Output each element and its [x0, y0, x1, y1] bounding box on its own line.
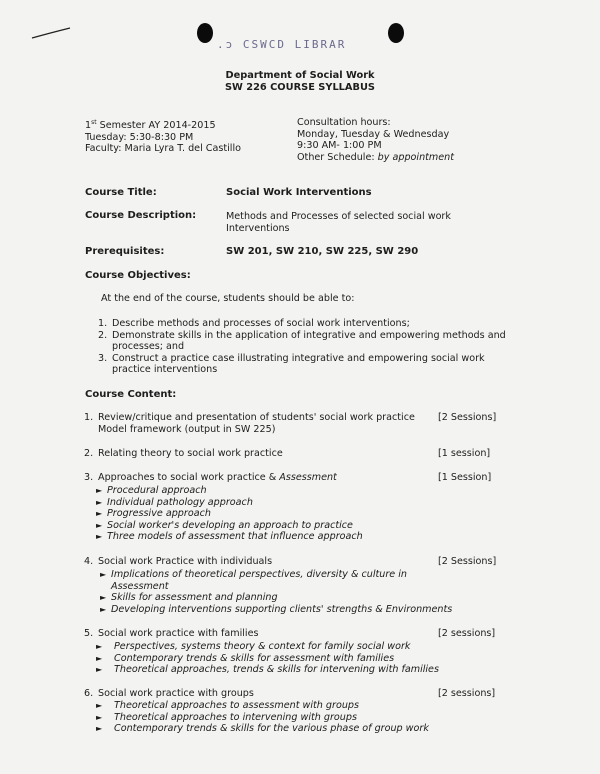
sub-item: ► Social worker's developing an approach to practice — [96, 519, 353, 531]
sessions-label: [1 Session] — [438, 472, 492, 483]
sub-item: ► Theoretical approaches to intervening with groups — [96, 711, 357, 723]
bullet-icon: ► — [96, 653, 103, 663]
content-item: 6. Social work practice with groups — [84, 688, 254, 699]
bullet-icon: ► — [96, 509, 103, 519]
faculty-line: Faculty: Maria Lyra T. del Castillo — [85, 143, 241, 155]
sub-list — [96, 485, 496, 543]
bullet-icon: ► — [96, 665, 103, 675]
content-item: 5. Social work practice with families — [84, 628, 259, 639]
consultation-time: 9:30 AM- 1:00 PM — [297, 140, 382, 151]
bullet-icon: ► — [96, 712, 103, 722]
sub-item: ► Procedural approach — [96, 485, 207, 496]
bullet-icon: ► — [96, 497, 103, 507]
bullet-icon: ► — [96, 486, 103, 495]
bullet-icon: ► — [96, 724, 103, 734]
info-right — [297, 117, 517, 163]
sub-item: ► Implications of theoretical perspectives, diversity & culture in — [100, 569, 408, 580]
course-title-label: Course Title: — [85, 187, 157, 198]
sub-item: ► Theoretical approaches to assessment with groups — [96, 700, 359, 711]
course-syllabus-title: SW 226 COURSE SYLLABUS — [224, 82, 375, 93]
sub-list — [100, 569, 500, 615]
sub-item: ► Three models of assessment that influence approach — [96, 531, 363, 543]
objective-item: 2. Demonstrate skills in the application of integrative and empowering methods and processes; and — [98, 329, 506, 352]
consultation-days: Monday, Tuesday & Wednesday — [297, 128, 450, 140]
sub-item: ► Individual pathology approach — [96, 496, 253, 508]
objectives-list — [98, 318, 528, 376]
schedule-line: Tuesday: 5:30-8:30 PM — [85, 131, 194, 143]
semester-line: 1st Semester AY 2014-2015 — [85, 119, 216, 132]
library-stamp: .ɔ CSWCD LIBRAR — [217, 38, 347, 51]
bullet-icon: ► — [96, 520, 103, 530]
objectives-heading: Course Objectives: — [85, 270, 191, 281]
course-description-value: Methods and Processes of selected social work Interventions — [226, 211, 451, 234]
course-description-label: Course Description: — [85, 210, 197, 221]
sub-item: ► Theoretical approaches, trends & skills for intervening with families — [96, 664, 439, 676]
bullet-icon: ► — [100, 570, 107, 579]
bullet-icon: ► — [100, 604, 107, 614]
sub-item: ► Contemporary trends & skills for the various phase of group work — [96, 723, 429, 735]
pen-mark — [30, 24, 74, 44]
course-title-value: Social Work Interventions — [226, 187, 372, 198]
prerequisites-label: Prerequisites: — [85, 246, 165, 257]
sub-list — [96, 700, 496, 735]
bullet-icon: ► — [96, 642, 103, 651]
objective-item: 3. Construct a practice case illustrating integrative and empowering social work practice interventions — [98, 352, 485, 375]
bullet-icon: ► — [100, 593, 107, 603]
content-heading: Course Content: — [85, 389, 177, 400]
sub-item: ► Skills for assessment and planning — [100, 592, 278, 604]
prerequisites-value: SW 201, SW 210, SW 225, SW 290 — [226, 246, 419, 257]
objectives-intro: At the end of the course, students should be able to: — [101, 293, 355, 304]
consultation-label: Consultation hours: — [297, 117, 391, 128]
sessions-label: [2 sessions] — [438, 688, 496, 699]
sessions-label: [2 Sessions] — [438, 556, 497, 567]
content-item: 4. Social work Practice with individuals — [84, 556, 273, 567]
sessions-label: [2 sessions] — [438, 628, 496, 639]
punch-hole-left — [197, 23, 213, 43]
sessions-label: [2 Sessions] — [438, 412, 497, 423]
sub-list — [96, 641, 496, 676]
sub-item: ► Progressive approach — [96, 508, 211, 520]
content-item: 3. Approaches to social work practice & Assessment — [84, 472, 337, 483]
sub-item: ► Developing interventions supporting clients' strengths & Environments — [100, 603, 453, 615]
department-title: Department of Social Work — [225, 70, 375, 81]
sessions-label: [1 session] — [438, 448, 491, 459]
info-left — [85, 117, 285, 155]
punch-hole-right — [388, 23, 404, 43]
other-schedule: Other Schedule: by appointment — [297, 151, 455, 163]
objective-item: 1. Describe methods and processes of social work interventions; — [98, 318, 410, 329]
sub-item: ► Contemporary trends & skills for assessment with families — [96, 652, 395, 664]
content-item: 1. Review/critique and presentation of students' social work practice Model framework (output in SW 225) — [84, 412, 415, 435]
sub-item-continued: Assessment — [111, 580, 169, 592]
sub-item: ► Perspectives, systems theory & context for family social work — [96, 641, 411, 652]
bullet-icon: ► — [96, 701, 103, 710]
bullet-icon: ► — [96, 532, 103, 542]
content-item: 2. Relating theory to social work practice — [84, 448, 283, 459]
